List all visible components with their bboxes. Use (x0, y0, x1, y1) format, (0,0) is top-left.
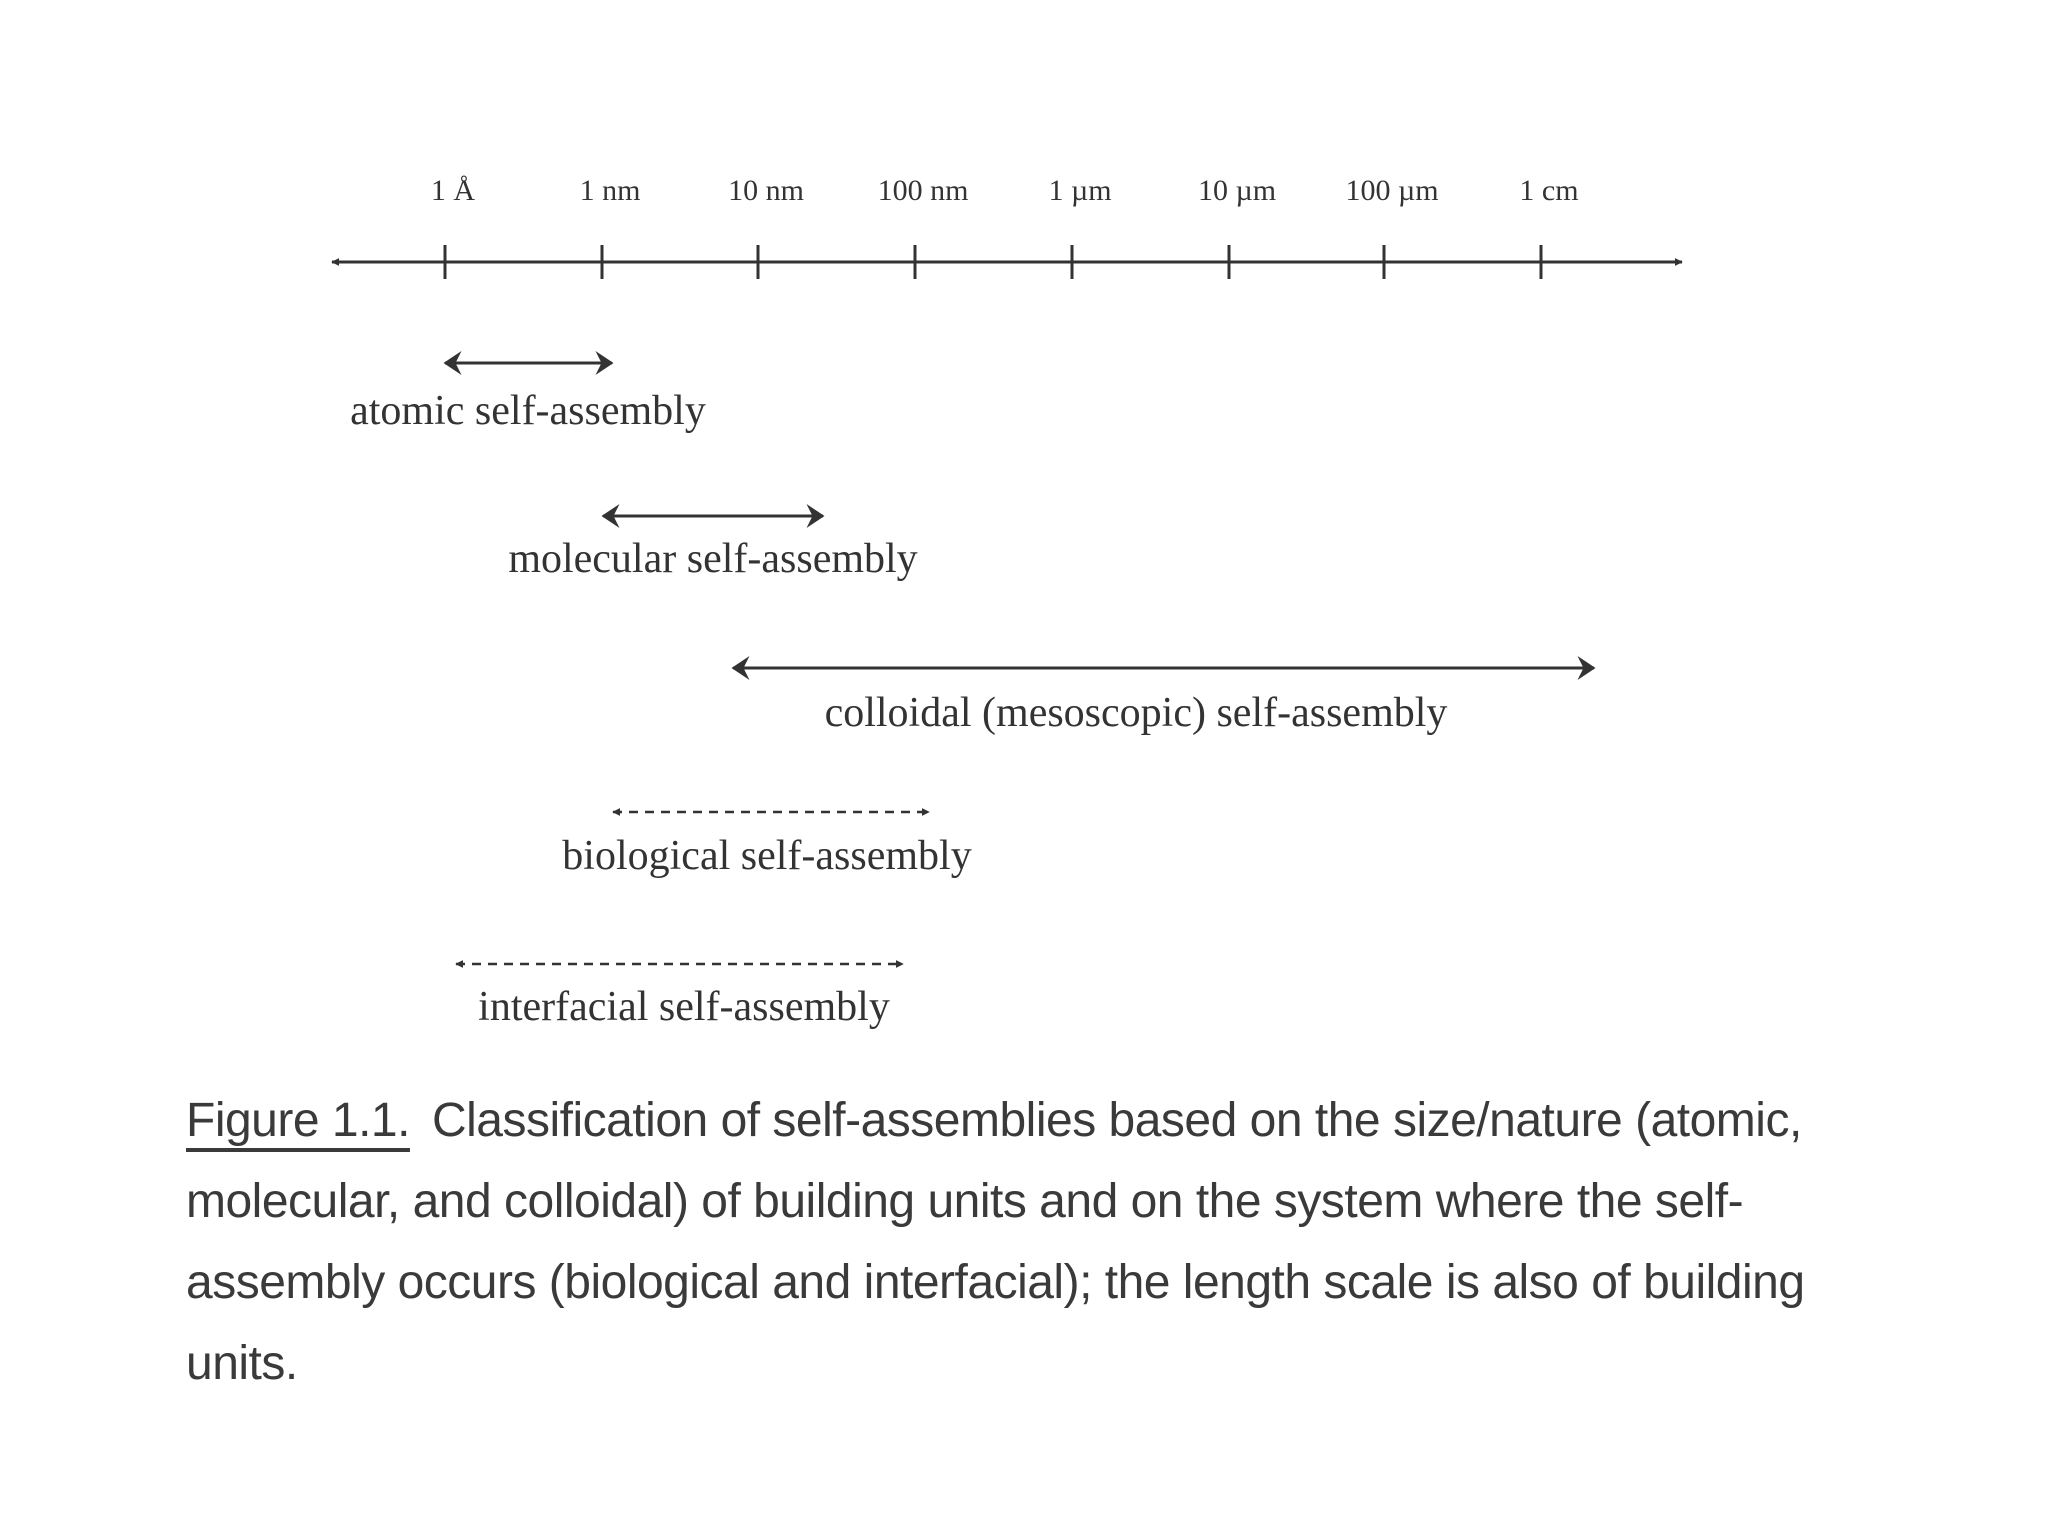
axis-tick-label: 10 nm (728, 174, 804, 207)
scale-axis (332, 174, 1682, 279)
range-colloidal (733, 668, 1594, 736)
caption-text: Classification of self-assemblies based on the size/nature (atomic, molecular, and colloidal) of building units and on the system where the self-assembly occurs (biological and interfacial); the length scale is also of building units. (186, 1094, 1805, 1390)
range-label: atomic self-assembly (350, 388, 706, 434)
range-interfacial (456, 964, 903, 1030)
figure-label: Figure 1.1. (186, 1094, 410, 1147)
axis-tick-label: 1 Å (430, 174, 476, 207)
range-label: molecular self-assembly (508, 536, 918, 582)
axis-tick-label: 1 cm (1519, 174, 1579, 207)
range-biological (562, 812, 971, 879)
axis-tick-label: 100 nm (877, 174, 969, 207)
figure-caption (186, 1080, 1846, 1404)
axis-tick-label: 1 µm (1048, 174, 1112, 207)
assembly-ranges (350, 363, 1594, 1030)
axis-tick-label: 10 µm (1197, 174, 1277, 207)
range-label: interfacial self-assembly (478, 984, 890, 1030)
range-label: colloidal (mesoscopic) self-assembly (824, 690, 1448, 736)
range-molecular (508, 516, 917, 582)
axis-tick-labels (431, 174, 1579, 207)
range-atomic (350, 363, 706, 434)
range-label: biological self-assembly (562, 833, 972, 879)
axis-tick-label: 1 nm (579, 174, 641, 207)
axis-tick-label: 100 µm (1345, 174, 1439, 207)
